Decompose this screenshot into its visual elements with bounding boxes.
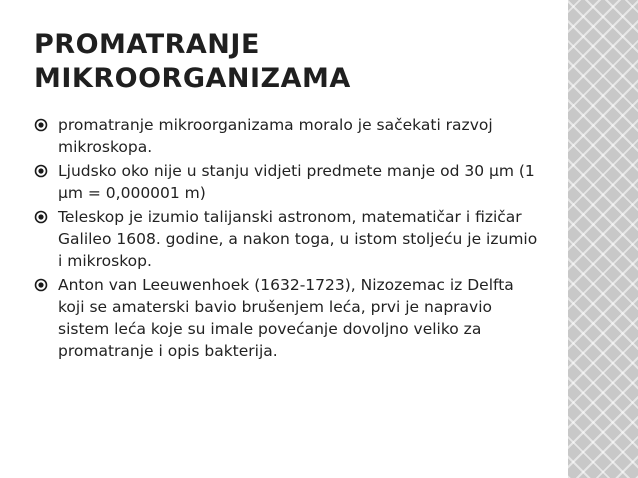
bullet-list xyxy=(34,114,544,364)
bullet-item xyxy=(34,274,544,362)
bullet-text: Ljudsko oko nije u stanju vidjeti predmete manje od 30 µm (1 µm = 0,000001 m) xyxy=(58,162,535,202)
circle-bullet-icon xyxy=(34,164,48,178)
bullet-text: Teleskop je izumio talijanski astronom, matematičar i fizičar Galileo 1608. godine, a nakon toga, u istom stoljeću je izumio i mikroskop. xyxy=(58,208,538,270)
slide-title xyxy=(34,28,554,96)
bullet-text: promatranje mikroorganizama moralo je sačekati razvoj mikroskopa. xyxy=(58,116,493,156)
decorative-side-band xyxy=(568,0,638,478)
circle-bullet-icon xyxy=(34,118,48,132)
bullet-text: Anton van Leeuwenhoek (1632-1723), Nizozemac iz Delfta koji se amaterski bavio brušenjem leća, prvi je napravio sistem leća koje su imale povećanje dovoljno veliko za promatranje i opis bakterija. xyxy=(58,276,514,360)
circle-bullet-icon xyxy=(34,210,48,224)
title-line-1: PROMATRANJE xyxy=(34,29,260,60)
bullet-item xyxy=(34,160,544,204)
bullet-item xyxy=(34,114,544,158)
bullet-item xyxy=(34,206,544,272)
title-line-2: MIKROORGANIZAMA xyxy=(34,63,351,94)
circle-bullet-icon xyxy=(34,278,48,292)
